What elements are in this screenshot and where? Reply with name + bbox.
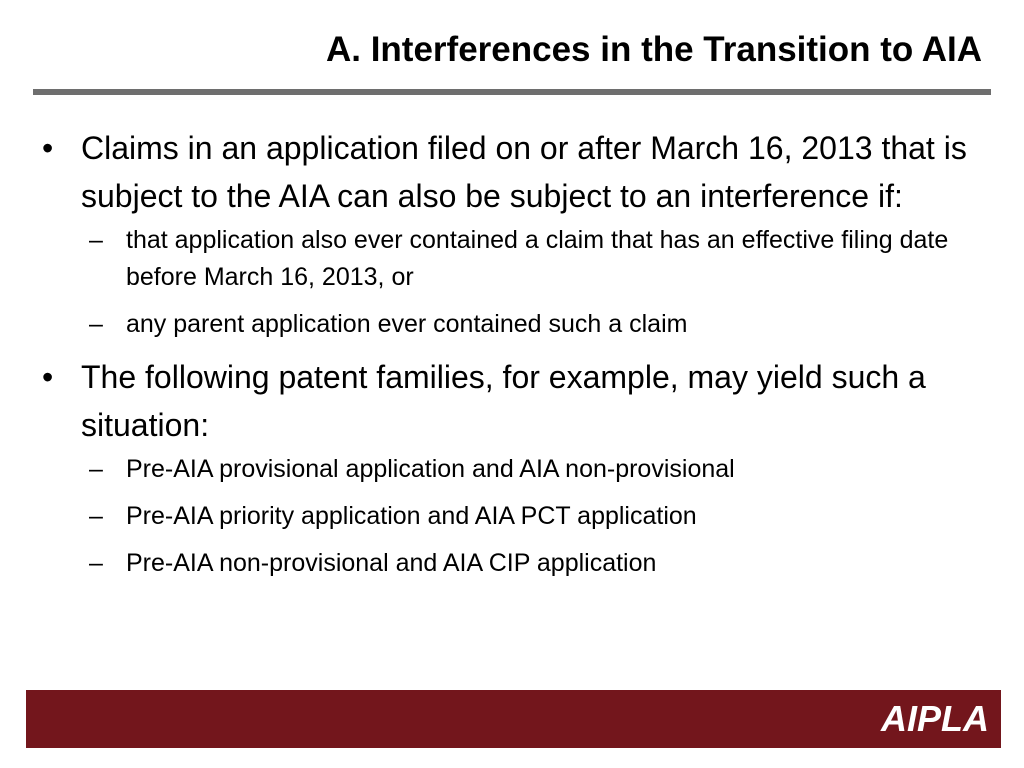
sub-bullet-item xyxy=(81,545,986,582)
bullet-text: The following patent families, for example, may yield such a situation: xyxy=(81,359,926,443)
bullet-item xyxy=(36,124,986,343)
sub-bullet-marker: – xyxy=(89,549,103,577)
sub-bullet-text: Pre-AIA provisional application and AIA non-provisional xyxy=(126,455,735,483)
sub-bullet-item xyxy=(81,222,986,296)
sub-bullet-item xyxy=(81,306,986,343)
sub-bullet-marker: – xyxy=(89,502,103,530)
sub-bullet-marker: – xyxy=(89,310,103,338)
slide-title: A. Interferences in the Transition to AIA xyxy=(325,30,982,69)
bullet-marker: • xyxy=(42,359,54,395)
sub-bullet-marker: – xyxy=(89,455,103,483)
footer-bar xyxy=(26,690,1001,748)
sub-bullet-text: Pre-AIA priority application and AIA PCT application xyxy=(126,502,697,530)
sub-bullet-text: any parent application ever contained such a claim xyxy=(126,310,688,338)
bullet-list xyxy=(36,124,986,582)
sub-bullet-marker: – xyxy=(89,226,103,254)
sub-bullet-item xyxy=(81,498,986,535)
bullet-text: Claims in an application filed on or after March 16, 2013 that is subject to the AIA can also be subject to an interference if: xyxy=(81,130,967,214)
bullet-marker: • xyxy=(42,130,54,166)
sub-bullet-list xyxy=(81,222,986,343)
sub-bullet-item xyxy=(81,451,986,488)
sub-bullet-text: that application also ever contained a claim that has an effective filing date before March 16, 2013, or xyxy=(126,226,949,291)
aipla-logo-text: AIPLA xyxy=(881,698,989,739)
slide-body xyxy=(36,124,986,592)
bullet-item xyxy=(36,353,986,582)
sub-bullet-text: Pre-AIA non-provisional and AIA CIP application xyxy=(126,549,657,577)
sub-bullet-list xyxy=(81,451,986,582)
title-divider xyxy=(33,89,991,95)
